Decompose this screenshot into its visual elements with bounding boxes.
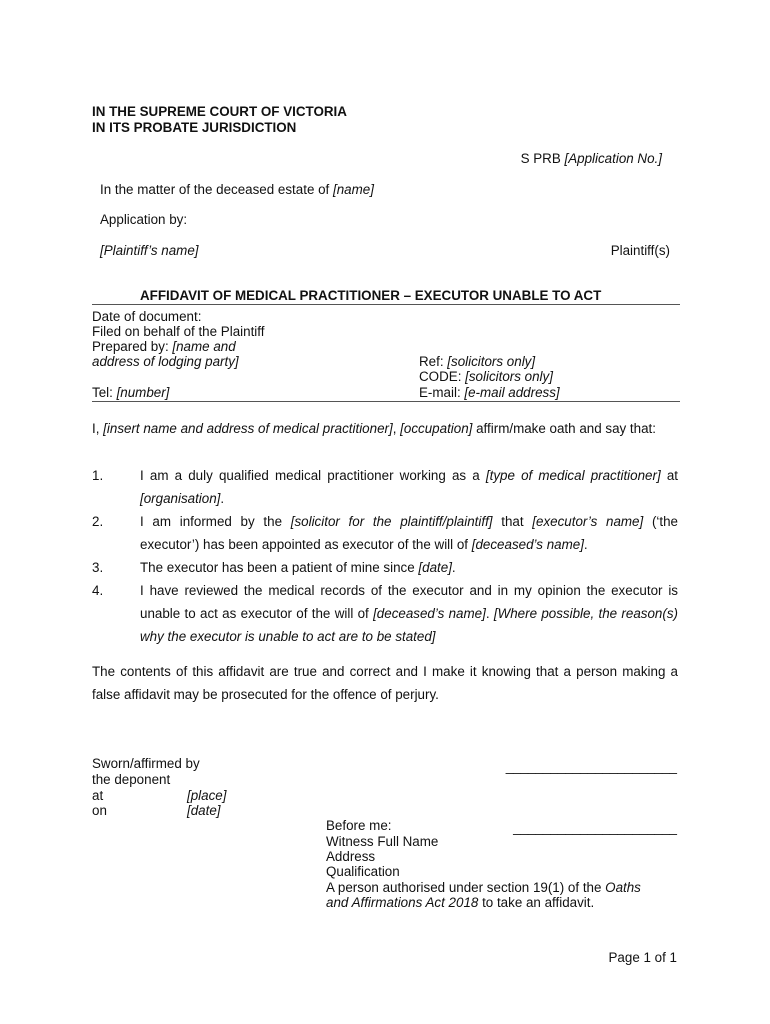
filing-rule [92, 401, 680, 402]
deceased-name-placeholder: [deceased’s name] [471, 537, 584, 552]
witness-address: Address [326, 849, 376, 864]
court-name: IN THE SUPREME COURT OF VICTORIA [92, 104, 347, 119]
plaintiff-name-placeholder: [Plaintiff’s name] [100, 243, 199, 258]
court-jurisdiction: IN ITS PROBATE JURISDICTION [92, 120, 297, 135]
intro-suffix: affirm/make oath and say that: [472, 421, 656, 436]
document-title: AFFIDAVIT OF MEDICAL PRACTITIONER – EXECUTOR UNABLE TO ACT [140, 288, 602, 303]
before-me: Before me: [326, 818, 392, 833]
authorised-line-cont [326, 895, 594, 911]
item-text: (‘the executor’) has been appointed as executor of the will of [140, 514, 678, 552]
tel-placeholder: [number] [116, 385, 170, 400]
list-item [140, 510, 678, 556]
item-text: . [451, 560, 456, 575]
authorised-line [326, 880, 641, 896]
witness-qualification: Qualification [326, 864, 400, 879]
matter-line [100, 182, 374, 197]
act-name: Oaths [605, 880, 641, 895]
item-text: I am a duly qualified medical practitioner working as a [140, 468, 486, 483]
plaintiff-label: Plaintiff(s) [610, 243, 670, 258]
item-text: at [660, 468, 678, 483]
tel-label: Tel: [92, 385, 117, 400]
application-prefix: S PRB [520, 151, 565, 166]
ref-placeholder: [solicitors only] [447, 354, 536, 369]
practitioner-type-placeholder: [type of medical practitioner] [485, 468, 661, 483]
list-item [140, 556, 678, 579]
practitioner-name-placeholder: [insert name and address of medical practitioner] [103, 421, 393, 436]
deceased-name-placeholder: [deceased’s name] [373, 606, 486, 621]
code-label: CODE: [419, 369, 466, 384]
application-number [521, 151, 662, 166]
item-number: 2. [92, 514, 104, 529]
item-number: 1. [92, 468, 104, 483]
intro-prefix: I, [92, 421, 104, 436]
page-number: Page 1 of 1 [608, 950, 677, 965]
tel-line [92, 385, 169, 401]
act-name: and Affirmations Act 2018 [326, 895, 479, 910]
item-text: . [583, 537, 588, 552]
solicitor-placeholder: [solicitor for the plaintiff/plaintiff] [290, 514, 493, 529]
ref-label: Ref: [419, 354, 448, 369]
email-label: E-mail: [419, 385, 465, 400]
date-of-document: Date of document: [92, 309, 202, 324]
item-text: that [492, 514, 533, 529]
organisation-placeholder: [organisation] [140, 491, 221, 506]
filed-on-behalf: Filed on behalf of the Plaintiff [92, 324, 265, 339]
date-placeholder: [date] [187, 803, 221, 818]
application-no-placeholder: [Application No.] [564, 151, 662, 166]
item-text: . [220, 491, 225, 506]
code-placeholder: [solicitors only] [465, 369, 553, 384]
the-deponent: the deponent [92, 772, 171, 787]
ref-line [419, 354, 535, 370]
prepared-by-placeholder: [name and [172, 339, 236, 354]
item-text: . [485, 606, 494, 621]
prepared-by [92, 339, 236, 355]
item-text: I have reviewed the medical records of the executor and in my opinion the executor is unable to act as executor of the will of [140, 583, 678, 621]
item-number: 4. [92, 583, 104, 598]
intro-comma: , [392, 421, 401, 436]
list-item [140, 464, 678, 510]
prepared-by-placeholder-cont: address of lodging party] [92, 354, 239, 369]
title-rule [92, 304, 680, 305]
intro-paragraph [92, 417, 678, 440]
code-line [419, 369, 553, 385]
executor-name-placeholder: [executor’s name] [532, 514, 644, 529]
place-placeholder: [place] [187, 788, 227, 803]
at-label: at [92, 788, 104, 803]
closing-paragraph: The contents of this affidavit are true and correct and I make it knowing that a person making a false affidavit may be prosecuted for the offence of perjury. [92, 664, 678, 702]
item-number: 3. [92, 560, 104, 575]
reasons-placeholder: [Where possible, the reason(s) why the executor is unable to act are to be stated] [140, 606, 678, 644]
witness-full-name: Witness Full Name [326, 834, 439, 849]
email-placeholder: [e-mail address] [464, 385, 560, 400]
authorised-prefix: A person authorised under section 19(1) of the [326, 880, 606, 895]
item-text: The executor has been a patient of mine since [140, 560, 419, 575]
item-text: I am informed by the [140, 514, 291, 529]
occupation-placeholder: [occupation] [400, 421, 473, 436]
authorised-suffix: to take an affidavit. [478, 895, 595, 910]
on-label: on [92, 803, 107, 818]
list-item [140, 579, 678, 648]
matter-name-placeholder: [name] [333, 182, 374, 197]
matter-prefix: In the matter of the deceased estate of [100, 182, 333, 197]
sworn-by: Sworn/affirmed by [92, 756, 200, 771]
prepared-by-label: Prepared by: [92, 339, 173, 354]
date-placeholder: [date] [418, 560, 452, 575]
deponent-signature-line: _______________________ [505, 759, 677, 774]
witness-signature-line: ______________________ [513, 820, 677, 835]
email-line [419, 385, 560, 401]
application-by: Application by: [100, 212, 188, 227]
